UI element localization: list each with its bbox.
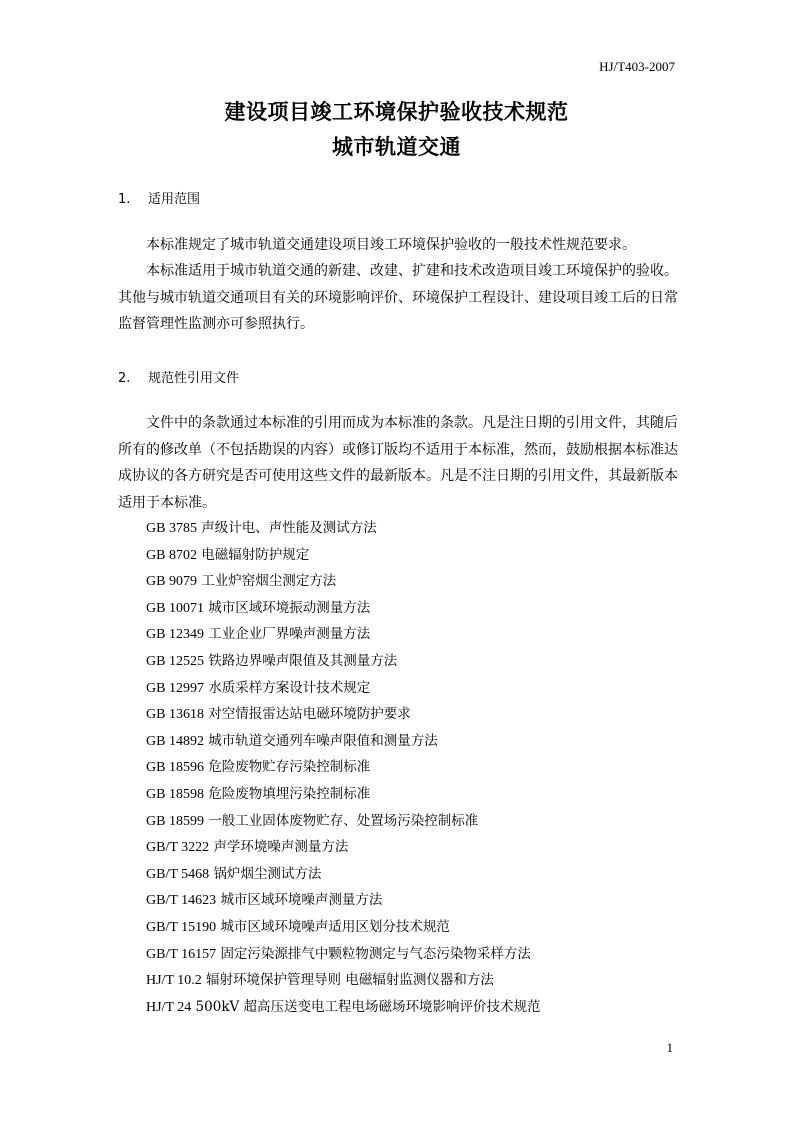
reference-name: 工业炉窑烟尘测定方法 [201,573,337,590]
document-title: 建设项目竣工环境保护验收技术规范 [224,100,569,124]
reference-name: 固定污染源排气中颗粒物测定与气态污染物采样方法 [220,945,531,962]
document-subtitle: 城市轨道交通 [332,135,461,159]
reference-item [146,515,541,542]
reference-item [146,728,541,755]
reference-code: GB 8702 [146,547,197,563]
reference-code: GB/T 3222 [146,840,210,856]
reference-code: GB/T 14623 [146,893,217,909]
scope-paragraph-2: 本标准适用于城市轨道交通的新建、改建、扩建和技术改造项目竣工环境保护的验收。其他与城市轨道交通项目有关的环境影响评价、环境保护工程设计、建设项目竣工后的日常监督管理性监测亦可参照执行。 [118,263,678,332]
reference-name: 水质采样方案设计技术规定 [208,679,371,696]
reference-code: HJ/T 10.2 [146,973,202,989]
reference-name: 危险废物贮存污染控制标准 [208,759,371,776]
references-paragraph: 文件中的条款通过本标准的引用而成为本标准的条款。凡是注日期的引用文件，其随后所有的修改单（不包括勘误的内容）或修订版均不适用于本标准，然而，鼓励根据本标准达成协议的各方研究是否可使用这些文件的最新版本。凡是不注日期的引用文件，其最新版本适用于本标准。 [118,415,678,511]
reference-name: 一般工业固体废物贮存、处置场污染控制标准 [208,812,479,829]
reference-code: GB 12349 [146,627,204,643]
reference-code: GB 12997 [146,680,204,696]
reference-name: 工业企业厂界噪声测量方法 [208,626,371,643]
reference-code: GB 3785 [146,521,197,536]
scope-paragraph-1: 本标准规定了城市轨道交通建设项目竣工环境保护验收的一般技术性规范要求。 [146,237,636,253]
section-number: 2. [118,371,131,386]
reference-name: 危险废物填埋污染控制标准 [208,785,371,802]
section-heading-references [118,367,239,386]
reference-name: 声级计电、声性能及测试方法 [201,520,377,536]
reference-code: HJ/T 24 [146,999,192,1015]
reference-name: 声学环境噪声测量方法 [213,839,349,856]
reference-item [146,568,541,595]
reference-code: GB 12525 [146,653,204,669]
reference-item [146,542,541,569]
reference-item [146,967,541,994]
page-number: 1 [666,1040,673,1055]
reference-item [146,808,541,835]
section-heading-scope [118,188,200,207]
reference-item [146,675,541,702]
document-code: HJ/T403-2007 [599,59,675,74]
reference-name: 城市区域环境噪声适用区划分技术规范 [220,918,450,935]
reference-item [146,994,541,1021]
reference-item [146,914,541,941]
reference-name: 城市轨道交通列车噪声限值和测量方法 [208,732,438,749]
reference-name: 对空情报雷达站电磁环境防护要求 [208,706,411,723]
reference-code: GB/T 15190 [146,919,217,935]
reference-name: 电磁辐射防护规定 [201,546,310,563]
reference-name: 城市区域环境振动测量方法 [208,599,371,616]
reference-item [146,781,541,808]
reference-list [146,515,541,1020]
reference-code: GB 10071 [146,600,204,616]
reference-code: GB 18596 [146,760,204,776]
reference-code: GB 18598 [146,786,204,802]
reference-item [146,595,541,622]
reference-item [146,754,541,781]
reference-code: GB 13618 [146,707,204,723]
reference-item [146,861,541,888]
reference-item [146,887,541,914]
reference-item [146,834,541,861]
reference-code: GB/T 5468 [146,866,210,882]
section-title: 适用范围 [148,192,201,207]
reference-code: GB 9079 [146,574,197,590]
reference-item [146,941,541,968]
reference-item [146,648,541,675]
reference-code: GB/T 16157 [146,946,217,962]
reference-name: 铁路边界噪声限值及其测量方法 [208,652,398,669]
reference-name: 城市区域环境噪声测量方法 [220,892,383,909]
reference-name: 锅炉烟尘测试方法 [213,865,322,882]
reference-item [146,701,541,728]
reference-code: GB 14892 [146,733,204,749]
section-number: 1. [118,192,131,207]
reference-name: 500kV 超高压送变电工程电场磁场环境影响评价技术规范 [195,998,541,1015]
section-title: 规范性引用文件 [148,371,240,386]
reference-name: 辐射环境保护管理导则 电磁辐射监测仪器和方法 [206,972,494,989]
reference-code: GB 18599 [146,813,204,829]
reference-item [146,621,541,648]
